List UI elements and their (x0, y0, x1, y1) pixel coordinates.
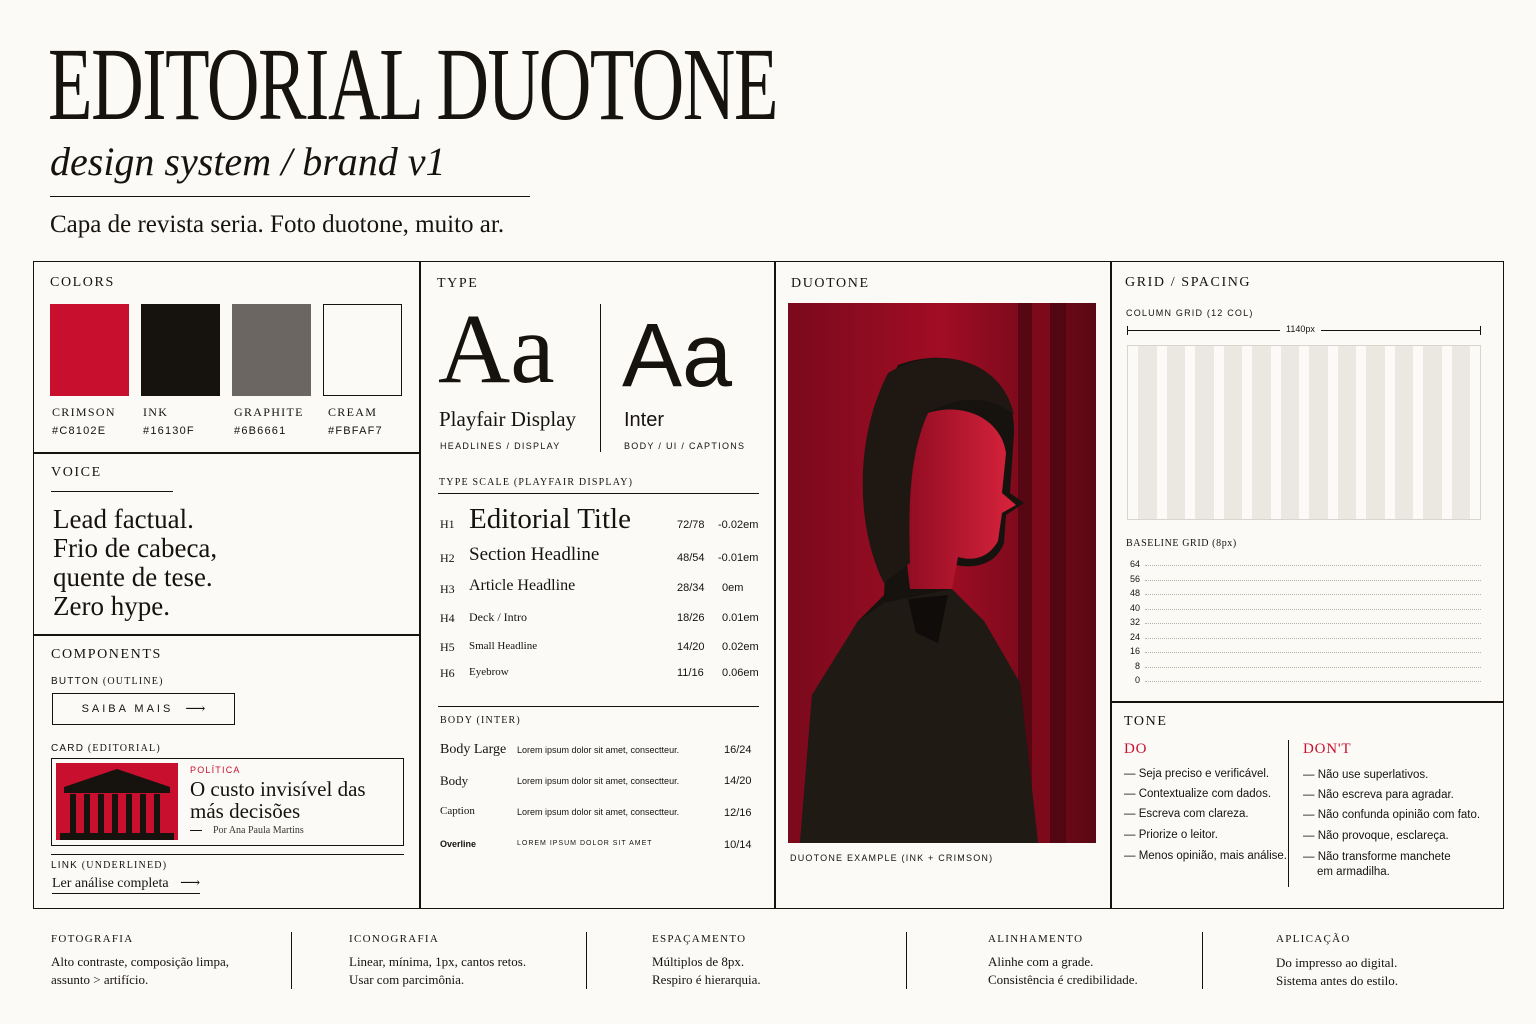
body-style-sample: Lorem ipsum dolor sit amet, consectteur. (517, 745, 680, 755)
grid-column (1167, 346, 1186, 519)
dont-item: — Não use superlativos. (1303, 769, 1429, 781)
grid-column (1195, 346, 1214, 519)
type-scale-label: TYPE SCALE (PLAYFAIR DISPLAY) (439, 477, 634, 488)
duotone-label: DUOTONE (791, 276, 870, 291)
baseline-line (1145, 609, 1481, 610)
do-item: — Seja preciso e verificável. (1124, 768, 1270, 780)
baseline-value: 0 (1134, 675, 1140, 685)
grid-column (1224, 346, 1243, 519)
footer-divider (1202, 932, 1203, 989)
baseline-line (1145, 681, 1481, 682)
voice-line: Frio de cabeca, (53, 533, 218, 563)
footer-heading: ICONOGRAFIA (349, 933, 440, 945)
baseline-line (1145, 623, 1481, 624)
baseline-line (1145, 652, 1481, 653)
swatch-cream (323, 304, 402, 396)
type-scale-track: -0.01em (718, 552, 759, 564)
grid-column (1138, 346, 1157, 519)
building-thumbnail (56, 763, 178, 840)
saiba-mais-button[interactable] (52, 693, 235, 725)
footer-divider (586, 932, 587, 989)
type-scale-track: 0.01em (722, 612, 759, 624)
card-label (51, 743, 161, 754)
type-scale-sample: Small Headline (469, 640, 538, 652)
button-label-name: BUTTON (51, 676, 100, 687)
voice-line: quente de tese. (53, 562, 213, 592)
baseline-value: 64 (1129, 559, 1140, 569)
grid-width-label: 1140px (1280, 324, 1321, 334)
dont-heading: DON'T (1303, 741, 1352, 757)
link-label-variant: (UNDERLINED) (81, 860, 168, 871)
column-divider (419, 262, 421, 908)
type-scale-sample: Editorial Title (469, 503, 631, 535)
card-category: POLÍTICA (190, 765, 241, 775)
grid-column (1395, 346, 1414, 519)
link-text: Ler análise completa (52, 876, 169, 891)
footer-text: Linear, mínima, 1px, cantos retos. (349, 954, 527, 969)
type-label: TYPE (437, 276, 479, 291)
tone-label: TONE (1124, 714, 1168, 729)
footer-text: Alto contraste, composição limpa, (51, 954, 229, 969)
tone-divider (1288, 740, 1289, 887)
body-style-name: Caption (440, 805, 475, 817)
baseline-value: 56 (1129, 573, 1140, 584)
display-type-sample: Aa (438, 293, 555, 404)
voice-line: Zero hype. (53, 591, 170, 621)
type-scale-size: 48/54 (677, 552, 705, 564)
baseline-value: 48 (1129, 588, 1140, 598)
dont-item: — Não confunda opinião com fato. (1303, 809, 1481, 821)
grid-column (1281, 346, 1300, 519)
footer-heading: FOTOGRAFIA (51, 933, 134, 945)
swatch-name: INK (143, 405, 169, 419)
grid-column (1452, 346, 1471, 519)
type-scale-sample: Section Headline (469, 544, 600, 565)
baseline-value: 24 (1129, 631, 1140, 642)
swatch-name: GRAPHITE (234, 405, 304, 419)
type-scale-track: 0.02em (722, 641, 759, 653)
dont-item: — Não escreva para agradar. (1303, 789, 1454, 801)
footer-text: Múltiplos de 8px. (652, 954, 745, 969)
body-style-sample: Lorem ipsum dolor sit amet, consectteur. (517, 776, 680, 786)
type-scale-tag: H3 (440, 582, 455, 596)
measure-tick (1480, 326, 1481, 335)
component-divider (51, 854, 404, 855)
section-divider (1111, 701, 1503, 703)
link-label-name: LINK (51, 860, 79, 871)
body-style-name: Body Large (440, 742, 507, 757)
body-style-sample: LOREM IPSUM DOLOR SIT AMET (517, 840, 653, 847)
baseline-value: 40 (1129, 602, 1140, 613)
sans-type-name: Inter (624, 409, 665, 431)
swatch-name: CREAM (328, 405, 378, 419)
section-divider (34, 452, 419, 454)
body-style-size: 16/24 (724, 744, 752, 756)
swatch-graphite (232, 304, 311, 396)
swatch-crimson (50, 304, 129, 396)
type-scale-track: 0.06em (722, 667, 759, 679)
do-item: — Escreva com clareza. (1124, 808, 1249, 820)
swatch-hex: #C8102E (52, 425, 107, 437)
page-title: EDITORIAL DUOTONE (48, 27, 778, 142)
dont-item: — Não provoque, esclareça. (1303, 830, 1449, 842)
footer-text: Usar com parcimônia. (349, 972, 465, 987)
baseline-line (1145, 580, 1481, 581)
arrow-right-icon: ⟶ (185, 701, 206, 717)
grid-column (1309, 346, 1328, 519)
do-heading: DO (1124, 741, 1148, 757)
arrow-right-icon: ⟶ (180, 876, 201, 891)
footer-heading: ALINHAMENTO (988, 933, 1084, 945)
baseline-grid-label: BASELINE GRID (8px) (1126, 538, 1237, 549)
type-scale-sample: Article Headline (469, 577, 576, 594)
type-scale-tag: H6 (440, 666, 455, 680)
card-label-name: CARD (51, 743, 85, 754)
column-grid-label: COLUMN GRID (12 COL) (1126, 308, 1254, 318)
section-divider (34, 634, 419, 636)
voice-line: Lead factual. (53, 504, 194, 534)
footer-divider (291, 932, 292, 989)
card-label-variant: (EDITORIAL) (87, 743, 161, 754)
footer-text: Respiro é hierarquia. (652, 972, 761, 987)
link-label (51, 860, 167, 871)
ler-analise-link[interactable] (52, 875, 200, 894)
swatch-hex: #16130F (143, 425, 195, 437)
type-scale-size: 72/78 (677, 519, 705, 531)
byline-dash (190, 830, 202, 831)
type-scale-size: 28/34 (677, 582, 705, 594)
swatch-hex: #6B6661 (234, 425, 287, 437)
footer-heading: ESPAÇAMENTO (652, 933, 747, 945)
dont-item: em armadilha. (1317, 866, 1390, 878)
type-scale-sample: Deck / Intro (469, 610, 527, 624)
type-divider (600, 304, 601, 452)
type-scale-track: -0.02em (718, 519, 759, 531)
card-byline: Por Ana Paula Martins (213, 825, 304, 836)
colors-label: COLORS (50, 275, 115, 290)
type-scale-size: 18/26 (677, 612, 705, 624)
header-divider (50, 196, 530, 197)
body-style-size: 12/16 (724, 807, 752, 819)
grid-column (1366, 346, 1385, 519)
type-scale-track: 0em (722, 582, 744, 594)
baseline-value: 16 (1129, 646, 1140, 656)
type-scale-tag: H2 (440, 551, 455, 565)
type-scale-size: 14/20 (677, 641, 705, 653)
swatch-ink (141, 304, 220, 396)
column-divider (1110, 262, 1112, 908)
page-subtitle: design system / brand v1 (50, 139, 446, 184)
voice-label: VOICE (51, 465, 102, 480)
sans-type-sample: Aa (622, 306, 733, 406)
measure-tick (1127, 326, 1128, 335)
footer-divider (906, 932, 907, 989)
baseline-value: 8 (1134, 660, 1140, 671)
dont-item: — Não transforme manchete (1303, 851, 1451, 863)
grid-column (1252, 346, 1271, 519)
body-style-sample: Lorem ipsum dolor sit amet, consectteur. (517, 807, 680, 817)
grid-column (1423, 346, 1442, 519)
footer-text: assunto > artifício. (51, 972, 149, 987)
type-scale-tag: H4 (440, 611, 455, 625)
baseline-line (1145, 667, 1481, 668)
button-label-variant: (OUTLINE) (102, 676, 164, 687)
column-divider (774, 262, 776, 908)
components-label: COMPONENTS (51, 647, 162, 662)
page-tagline: Capa de revista seria. Foto duotone, muito ar. (50, 211, 505, 238)
body-section-rule (438, 706, 759, 707)
duotone-caption: DUOTONE EXAMPLE (INK + CRIMSON) (790, 853, 994, 863)
duotone-portrait-photo (788, 303, 1096, 843)
footer-heading: APLICAÇÃO (1276, 933, 1351, 945)
button-label (51, 676, 164, 687)
grid-column (1338, 346, 1357, 519)
body-style-size: 14/20 (724, 775, 752, 787)
type-scale-size: 11/16 (677, 667, 704, 679)
card-title: más decisões (190, 799, 301, 823)
sans-type-usage: BODY / UI / CAPTIONS (624, 441, 746, 451)
display-type-usage: HEADLINES / DISPLAY (440, 441, 561, 451)
footer-text: Sistema antes do estilo. (1276, 973, 1399, 988)
display-type-name: Playfair Display (439, 407, 577, 431)
baseline-line (1145, 594, 1481, 595)
do-item: — Priorize o leitor. (1124, 829, 1218, 841)
footer-text: Do impresso ao digital. (1276, 955, 1398, 970)
baseline-line (1145, 638, 1481, 639)
do-item: — Contextualize com dados. (1124, 788, 1272, 800)
type-scale-tag: H1 (440, 517, 455, 531)
type-scale-sample: Eyebrow (469, 666, 509, 678)
grid-label: GRID / SPACING (1125, 275, 1252, 290)
saiba-mais-button-label: SAIBA MAIS (81, 703, 174, 715)
card-title: O custo invisível das (190, 777, 366, 801)
type-scale-tag: H5 (440, 640, 455, 654)
body-style-size: 10/14 (724, 839, 752, 851)
body-style-name: Body (440, 773, 469, 788)
body-style-name: Overline (440, 839, 477, 849)
footer-text: Consistência é credibilidade. (988, 972, 1138, 987)
body-type-label: BODY (INTER) (440, 715, 521, 726)
footer-text: Alinhe com a grade. (988, 954, 1094, 969)
do-item: — Menos opinião, mais análise. (1124, 850, 1287, 862)
baseline-value: 32 (1129, 617, 1140, 627)
swatch-name: CRIMSON (52, 405, 116, 419)
voice-rule (51, 491, 173, 492)
column-grid (1127, 345, 1481, 520)
baseline-line (1145, 565, 1481, 566)
type-scale-rule (438, 493, 759, 494)
swatch-hex: #FBFAF7 (328, 425, 383, 437)
